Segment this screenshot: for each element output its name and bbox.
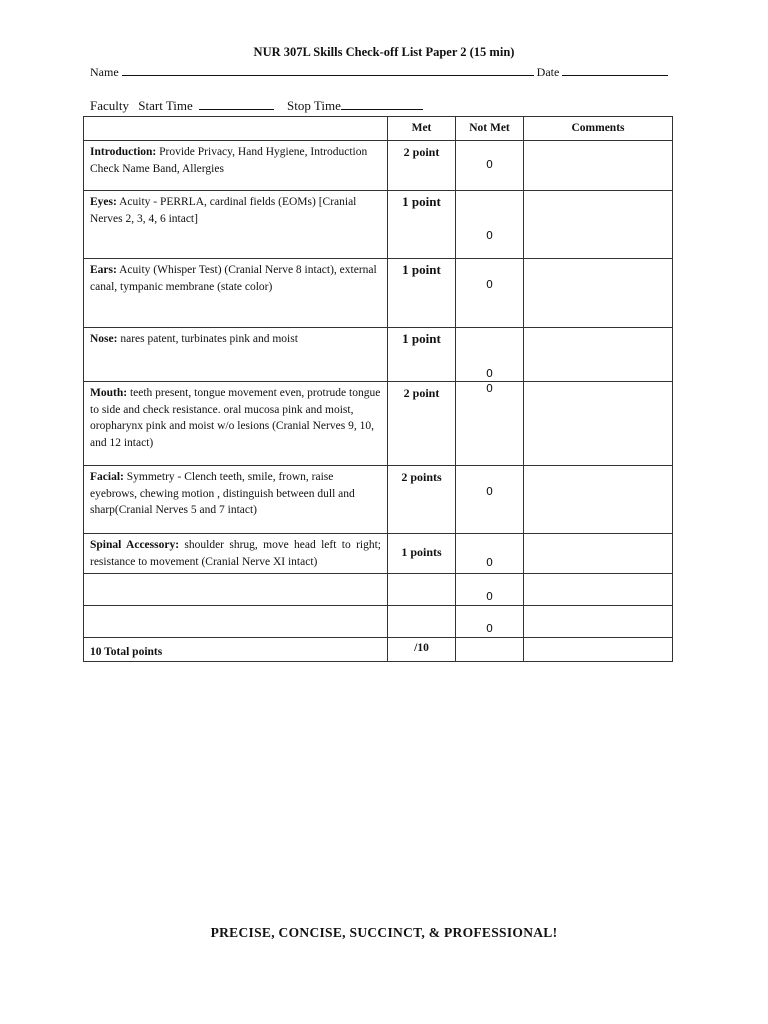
- table-row: [84, 382, 673, 466]
- stop-time-field[interactable]: [341, 97, 423, 110]
- table-header-row: [84, 117, 673, 141]
- comments-cell[interactable]: [524, 191, 673, 259]
- item-description: Introduction: Provide Privacy, Hand Hygiene, Introduction Check Name Band, Allergies: [84, 141, 388, 191]
- comments-cell[interactable]: [524, 328, 673, 382]
- header-item: [84, 117, 388, 141]
- name-date-line: [90, 63, 668, 80]
- name-field[interactable]: [122, 63, 534, 76]
- total-label: 10 Total points: [84, 638, 388, 662]
- start-time-field[interactable]: [199, 97, 274, 110]
- total-not-met[interactable]: [456, 638, 524, 662]
- not-met-value[interactable]: 0: [456, 191, 524, 259]
- met-value[interactable]: 1 point: [388, 328, 456, 382]
- not-met-value[interactable]: 0: [456, 141, 524, 191]
- item-description: Eyes: Acuity - PERRLA, cardinal fields (EOMs) [Cranial Nerves 2, 3, 4, 6 intact]: [84, 191, 388, 259]
- met-value[interactable]: [388, 606, 456, 638]
- checklist-table: [83, 116, 673, 662]
- table-row: [84, 606, 673, 638]
- met-value[interactable]: 1 point: [388, 259, 456, 328]
- total-comments[interactable]: [524, 638, 673, 662]
- date-field[interactable]: [562, 63, 668, 76]
- not-met-value[interactable]: 0: [456, 382, 524, 466]
- header-met: Met: [388, 117, 456, 141]
- total-row: [84, 638, 673, 662]
- item-description: Facial: Symmetry - Clench teeth, smile, frown, raise eyebrows, chewing motion , distinguish between dull and sharp(Cranial Nerves 5 and 7 intact): [84, 466, 388, 534]
- comments-cell[interactable]: [524, 606, 673, 638]
- faculty-label: Faculty: [90, 98, 129, 113]
- not-met-value[interactable]: 0: [456, 466, 524, 534]
- item-description: Mouth: teeth present, tongue movement even, protrude tongue to side and check resistance. oral mucosa pink and moist, oropharynx pink and moist w/o lesions (Cranial Nerves 9, 10, and 12 intact): [84, 382, 388, 466]
- table-row: [84, 574, 673, 606]
- start-time-label: Start Time: [138, 98, 193, 113]
- table-row: [84, 328, 673, 382]
- item-description: Spinal Accessory: shoulder shrug, move head left to right; resistance to movement (Cranial Nerve XI intact): [84, 534, 388, 574]
- met-value[interactable]: 2 points: [388, 466, 456, 534]
- table-row: [84, 534, 673, 574]
- met-value[interactable]: 2 point: [388, 141, 456, 191]
- met-value[interactable]: 1 point: [388, 191, 456, 259]
- table-row: [84, 191, 673, 259]
- comments-cell[interactable]: [524, 141, 673, 191]
- item-description: Nose: nares patent, turbinates pink and moist: [84, 328, 388, 382]
- comments-cell[interactable]: [524, 466, 673, 534]
- not-met-value[interactable]: 0: [456, 328, 524, 382]
- header-comments: Comments: [524, 117, 673, 141]
- date-label: Date: [536, 65, 560, 79]
- item-description: Ears: Acuity (Whisper Test) (Cranial Nerve 8 intact), external canal, tympanic membrane (state color): [84, 259, 388, 328]
- met-value[interactable]: 1 points: [388, 534, 456, 574]
- comments-cell[interactable]: [524, 382, 673, 466]
- footer-slogan: PRECISE, CONCISE, SUCCINCT, & PROFESSIONAL!: [210, 925, 558, 940]
- comments-cell[interactable]: [524, 259, 673, 328]
- met-value[interactable]: [388, 574, 456, 606]
- stop-time-label: Stop Time: [287, 98, 341, 113]
- not-met-value[interactable]: 0: [456, 574, 524, 606]
- met-value[interactable]: 2 point: [388, 382, 456, 466]
- name-label: Name: [90, 65, 119, 79]
- not-met-value[interactable]: 0: [456, 259, 524, 328]
- total-met[interactable]: /10: [388, 638, 456, 662]
- not-met-value[interactable]: 0: [456, 606, 524, 638]
- not-met-value[interactable]: 0: [456, 534, 524, 574]
- faculty-time-line: [90, 97, 429, 114]
- comments-cell[interactable]: [524, 534, 673, 574]
- item-description[interactable]: [84, 606, 388, 638]
- item-description[interactable]: [84, 574, 388, 606]
- table-row: [84, 466, 673, 534]
- table-row: [84, 141, 673, 191]
- comments-cell[interactable]: [524, 574, 673, 606]
- table-row: [84, 259, 673, 328]
- document-title: NUR 307L Skills Check-off List Paper 2 (15 min): [253, 45, 515, 59]
- header-not-met: Not Met: [456, 117, 524, 141]
